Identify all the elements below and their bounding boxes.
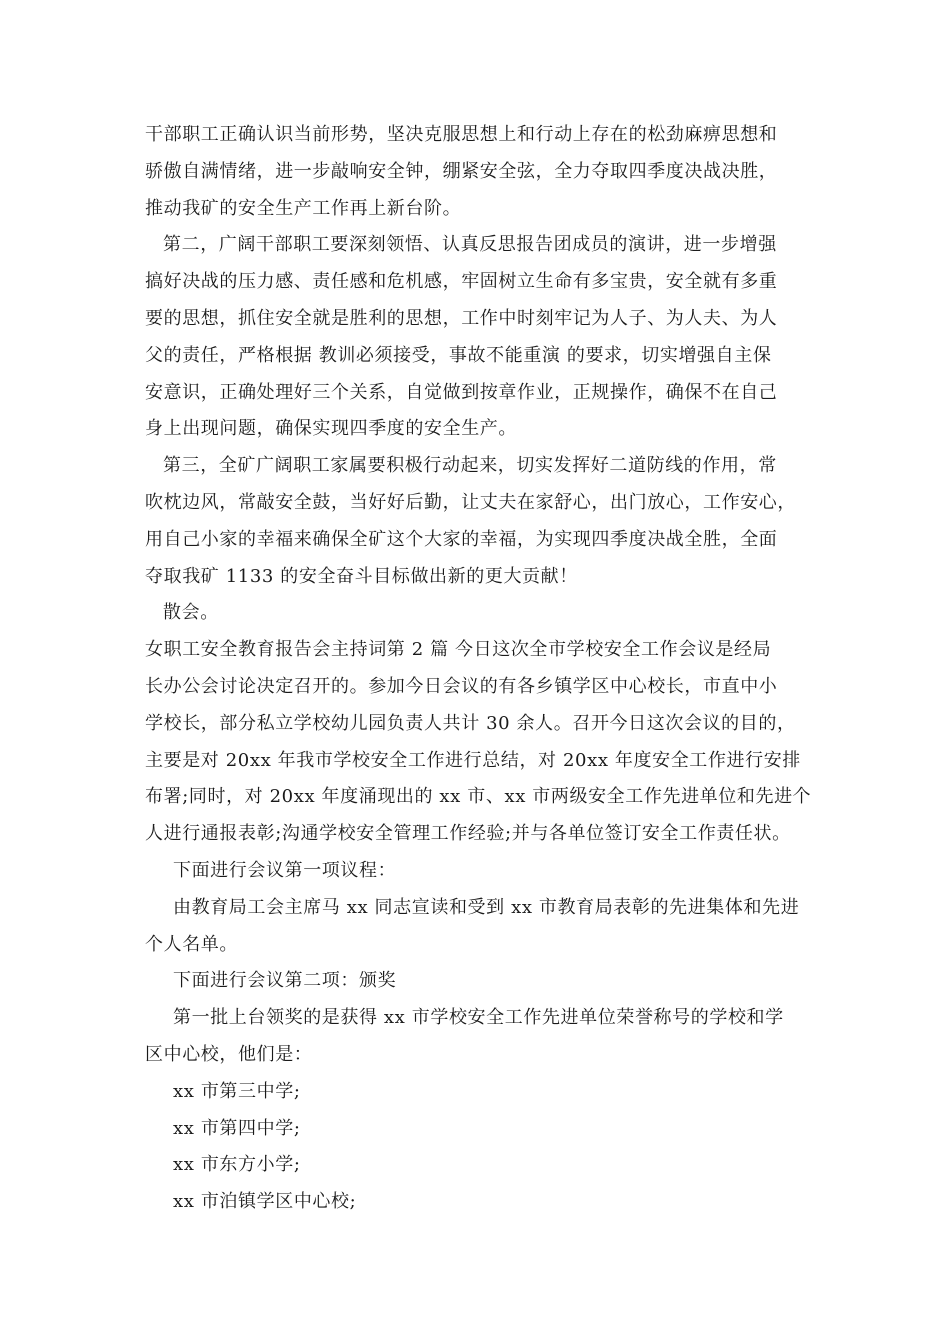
text-line: 搞好决战的压力感、责任感和危机感，牢固树立生命有多宝贵，安全就有多重 [145,271,778,293]
text-line: 干部职工正确认识当前形势，坚决克服思想上和行动上存在的松劲麻痹思想和 [145,124,778,145]
text-line: xx 市泊镇学区中心校; [173,1191,357,1213]
text-line: 父的责任，严格根据 教训必须接受，事故不能重演 的要求，切实增强自主保 [145,344,772,366]
text-line: 女职工安全教育报告会主持词第 2 篇 今日这次全市学校安全工作会议是经局 [145,639,772,661]
text-line: 骄傲自满情绪，进一步敲响安全钟，绷紧安全弦，全力夺取四季度决战决胜， [145,160,778,182]
text-line: xx 市东方小学; [173,1154,301,1176]
text-line: 下面进行会议第一项议程： [173,859,397,881]
text-line: 夺取我矿 1133 的安全奋斗目标做出新的更大贡献！ [145,565,578,587]
text-line: xx 市第四中学; [173,1117,301,1139]
text-line: xx 市第三中学; [173,1080,301,1102]
text-line: 区中心校，他们是： [145,1043,313,1065]
text-line: 第二，广阔干部职工要深刻领悟、认真反思报告团成员的演讲，进一步增强 [163,234,777,256]
text-line: 由教育局工会主席马 xx 同志宣读和受到 xx 市教育局表彰的先进集体和先进 [173,896,800,918]
text-line: 身上出现问题，确保实现四季度的安全生产。 [145,418,517,440]
text-line: 吹枕边风，常敲安全鼓，当好好后勤，让丈夫在家舒心，出门放心，工作安心， [145,491,796,513]
text-line: 学校长，部分私立学校幼儿园负责人共计 30 余人。召开今日这次会议的目的， [145,712,796,734]
text-line: 人进行通报表彰;沟通学校安全管理工作经验;并与各单位签订安全工作责任状。 [145,823,791,845]
document-body [145,117,825,1221]
text-line: 推动我矿的安全生产工作再上新台阶。 [145,197,462,219]
text-line: 布署;同时，对 20xx 年度涌现出的 xx 市、xx 市两级安全工作先进单位和先进个 [145,786,812,808]
text-line: 下面进行会议第二项：颁奖 [173,970,397,992]
text-line: 要的思想，抓住安全就是胜利的思想，工作中时刻牢记为人子、为人夫、为人 [145,307,778,329]
text-line: 个人名单。 [145,933,238,955]
text-line: 第三，全矿广阔职工家属要积极行动起来，切实发挥好二道防线的作用，常 [163,455,777,477]
text-line: 第一批上台领奖的是获得 xx 市学校安全工作先进单位荣誉称号的学校和学 [173,1007,784,1029]
text-line: 散会。 [163,602,219,624]
text-line: 安意识，正确处理好三个关系，自觉做到按章作业，正规操作，确保不在自己 [145,381,778,403]
text-line: 主要是对 20xx 年我市学校安全工作进行总结，对 20xx 年度安全工作进行安排 [145,749,801,771]
text-line: 用自己小家的幸福来确保全矿这个大家的幸福，为实现四季度决战全胜，全面 [145,528,778,550]
text-line: 长办公会讨论决定召开的。参加今日会议的有各乡镇学区中心校长，市直中小 [145,675,778,697]
